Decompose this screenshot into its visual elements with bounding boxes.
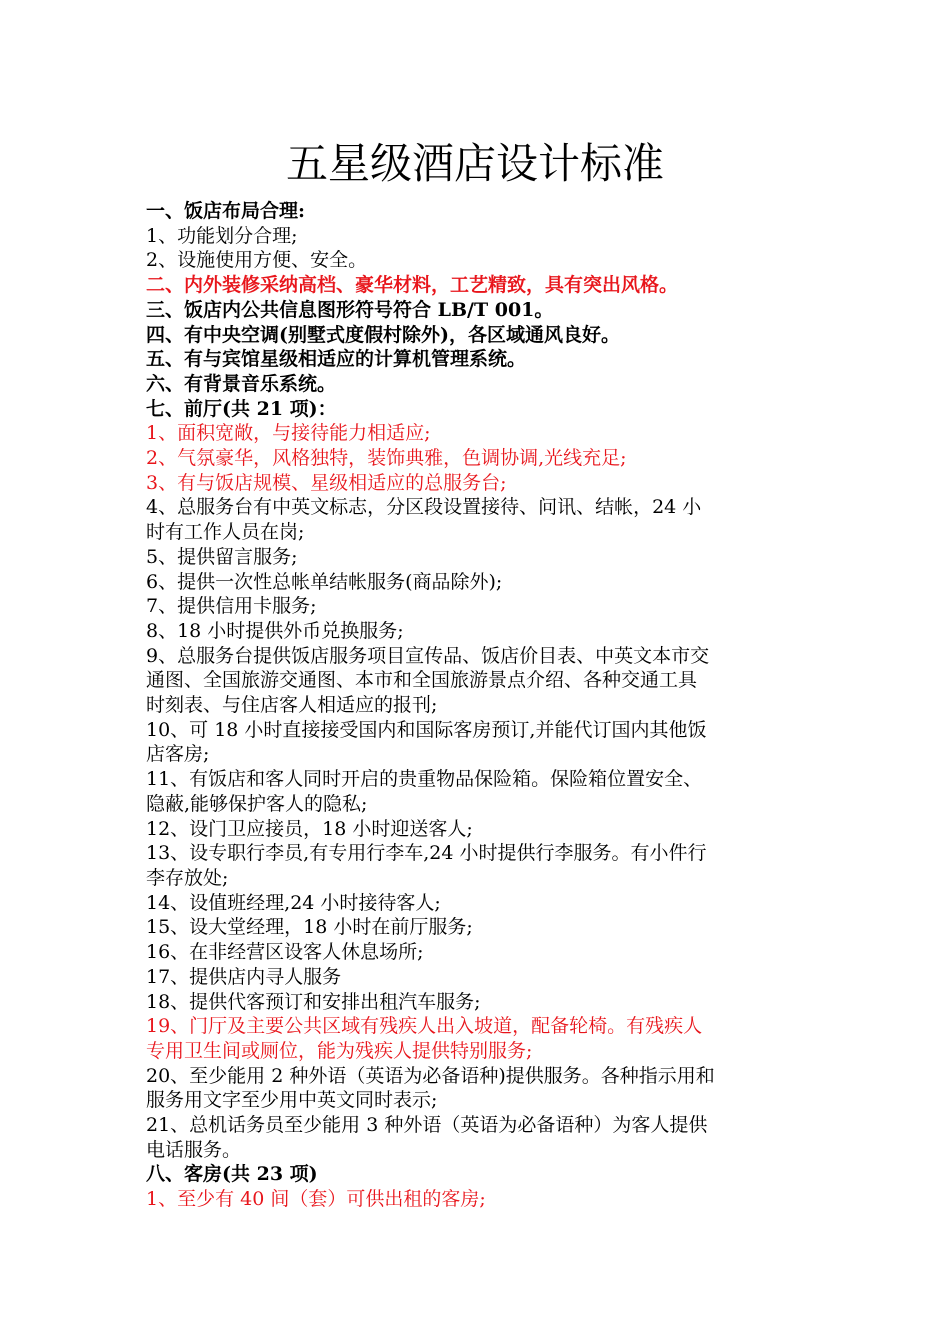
list-item: 2、气氛豪华，风格独特，装饰典雅，色调协调,光线充足; bbox=[146, 447, 627, 470]
section-heading: 四、有中央空调(别墅式度假村除外)，各区域通风良好。 bbox=[146, 323, 620, 346]
list-item: 14、设值班经理,24 小时接待客人; bbox=[146, 891, 441, 914]
section-heading: 六、有背景音乐系统。 bbox=[146, 372, 337, 395]
list-item: 店客房; bbox=[146, 743, 210, 766]
list-item: 9、总服务台提供饭店服务项目宣传品、饭店价目表、中英文本市交 bbox=[146, 644, 710, 667]
list-item: 12、设门卫应接员，18 小时迎送客人; bbox=[146, 817, 473, 840]
list-item: 3、有与饭店规模、星级相适应的总服务台; bbox=[146, 471, 507, 494]
list-item: 2、设施使用方便、安全。 bbox=[146, 249, 368, 272]
list-item: 李存放处; bbox=[146, 866, 229, 889]
list-item: 时刻表、与住店客人相适应的报刊; bbox=[146, 694, 438, 717]
list-item: 11、有饭店和客人同时开启的贵重物品保险箱。保险箱位置安全、 bbox=[146, 768, 703, 791]
list-item: 18、提供代客预订和安排出租汽车服务; bbox=[146, 990, 481, 1013]
list-item: 10、可 18 小时直接接受国内和国际客房预订,并能代订国内其他饭 bbox=[146, 718, 707, 741]
section-heading: 三、饭店内公共信息图形符号符合 LB/T 001。 bbox=[146, 298, 554, 321]
list-item: 6、提供一次性总帐单结帐服务(商品除外); bbox=[146, 570, 503, 593]
list-item: 20、至少能用 2 种外语（英语为必备语种)提供服务。各种指示用和 bbox=[146, 1064, 715, 1087]
list-item: 隐蔽,能够保护客人的隐私; bbox=[146, 792, 368, 815]
section-heading: 七、前厅(共 21 项)： bbox=[146, 397, 337, 420]
list-item: 7、提供信用卡服务; bbox=[146, 595, 317, 618]
section-heading: 二、内外装修采纳高档、豪华材料，工艺精致，具有突出风格。 bbox=[146, 274, 679, 297]
section-heading: 八、客房(共 23 项) bbox=[146, 1163, 318, 1186]
list-item: 通图、全国旅游交通图、本市和全国旅游景点介绍、各种交通工具 bbox=[146, 669, 698, 692]
list-item: 19、门厅及主要公共区域有残疾人出入坡道，配备轮椅。有残疾人 bbox=[146, 1015, 703, 1038]
list-item: 4、总服务台有中英文标志，分区段设置接待、问讯、结帐，24 小 bbox=[146, 496, 702, 519]
list-item: 16、在非经营区设客人休息场所; bbox=[146, 941, 424, 964]
list-item: 15、设大堂经理，18 小时在前厅服务; bbox=[146, 916, 473, 939]
list-item: 服务用文字至少用中英文同时表示; bbox=[146, 1089, 438, 1112]
list-item: 8、18 小时提供外币兑换服务; bbox=[146, 619, 404, 642]
document-title: 五星级酒店设计标准 bbox=[285, 139, 664, 188]
list-item: 1、面积宽敞，与接待能力相适应; bbox=[146, 422, 431, 445]
list-item: 时有工作人员在岗; bbox=[146, 521, 305, 544]
list-item: 21、总机话务员至少能用 3 种外语（英语为必备语种）为客人提供 bbox=[146, 1114, 708, 1137]
list-item: 17、提供店内寻人服务 bbox=[146, 965, 342, 988]
document-body bbox=[146, 199, 806, 1212]
list-item: 专用卫生间或厕位，能为残疾人提供特别服务; bbox=[146, 1039, 533, 1062]
section-heading: 一、饭店布局合理: bbox=[146, 200, 306, 222]
list-item: 1、至少有 40 间（套）可供出租的客房; bbox=[146, 1188, 486, 1211]
list-item: 5、提供留言服务; bbox=[146, 545, 298, 568]
list-item: 电话服务。 bbox=[146, 1138, 242, 1161]
list-item: 1、功能划分合理; bbox=[146, 224, 298, 247]
list-item: 13、设专职行李员,有专用行李车,24 小时提供行李服务。有小件行 bbox=[146, 842, 707, 865]
section-heading: 五、有与宾馆星级相适应的计算机管理系统。 bbox=[146, 348, 527, 371]
